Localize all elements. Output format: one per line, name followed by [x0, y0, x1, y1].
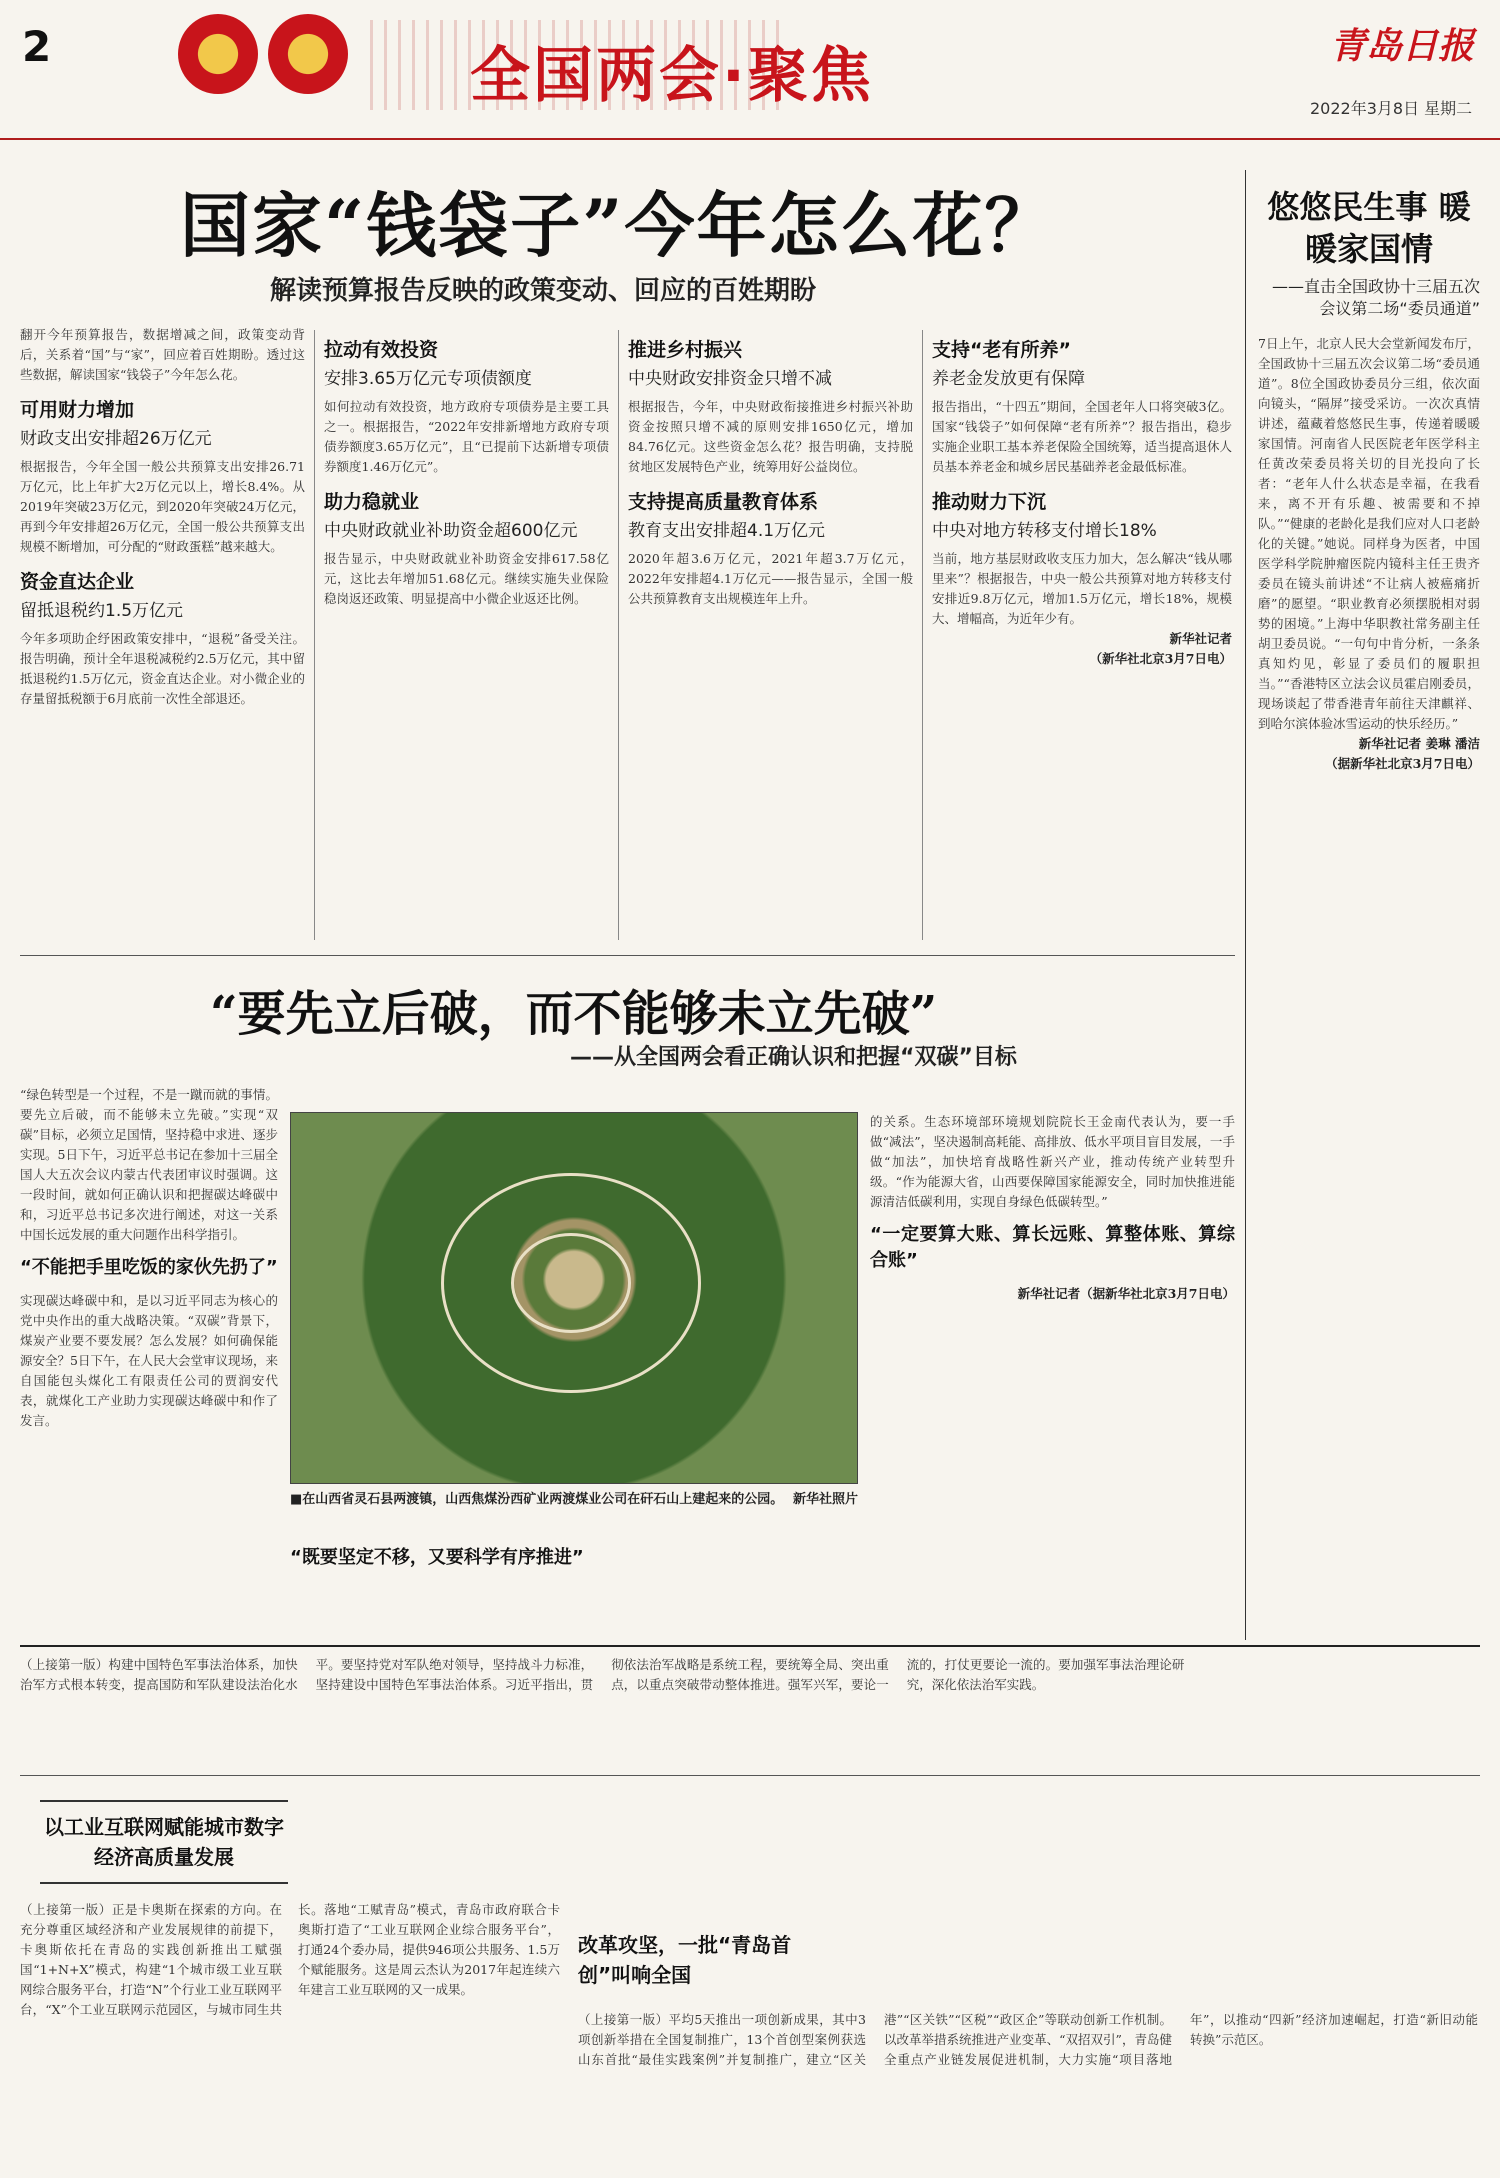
sidebar-sig: 新华社记者 姜琳 潘洁 [1358, 736, 1480, 751]
masthead-bar [0, 0, 1500, 140]
s1-body: 根据报告，今年全国一般公共预算支出安排26.71万亿元，比上年扩大2万亿元以上，增长8.4%。从2019年突破23万亿元，到2020年突破24万亿元，再到今年安排超26万亿元，全国一般公共预算支出规模不断增加，可分配的“财政蛋糕”越来越大。 [20, 459, 305, 554]
sidebar-subtitle: ——直击全国政协十三届五次会议第二场“委员通道” [1271, 277, 1480, 318]
reform-text: （上接第一版）平均5天推出一项创新成果，其中3项创新举措在全国复制推广，13个首创型案例获选山东首批“最佳实践案例”并复制推广，建立“区关港”“区关铁”“区税”“政区企”等联动创新工作机制。以改革举措系统推进产业变革、“双招双引”，青岛健全重点产业链发展促进机制，大力实施“项目落地年”，以推动“四新”经济加速崛起，打造“新旧动能转换”示范区。 [578, 2012, 1478, 2067]
s1-head: 可用财力增加 [20, 399, 135, 421]
photo-credit: 新华社照片 [792, 1492, 858, 1507]
sidebar-dateline: （据新华社北京3月7日电） [1325, 756, 1480, 771]
s2-body: 今年多项助企纾困政策安排中，“退税”备受关注。报告明确，预计全年退税减税约2.5万亿元，其中留抵退税约1.5万亿元，资金直达企业。对小微企业的存量留抵税额于6月底前一次性全部退还。 [20, 631, 305, 706]
quote-heading-2: “既要坚定不移，又要科学有序推进” [290, 1547, 584, 1568]
photo-caption-text: ■在山西省灵石县两渡镇，山西焦煤汾西矿业两渡煤业公司在矸石山上建起来的公园。 [290, 1492, 784, 1507]
s1-sub: 财政支出安排超26万亿元 [20, 429, 212, 449]
lead-col-4 [932, 325, 1232, 945]
photo-caption [290, 1490, 858, 1509]
second-body-left: “绿色转型是一个过程，不是一蹴而就的事情。要先立后破，而不能够未立先破。”实现“双碳”目标，必须立足国情，坚持稳中求进、逐步实现。5日下午，习近平总书记在参加十三届全国人大五次会议内蒙古代表团审议时强调。这一段时间，就如何正确认识和把握碳达峰碳中和，习近平总书记多次进行阐述，对这一关系中国长远发展的重大问题作出科学指引。 [20, 1087, 278, 1242]
sidebar-divider [1245, 170, 1246, 1640]
sidebar-article [1258, 186, 1480, 1624]
divider [618, 330, 619, 940]
s8-body: 当前，地方基层财政收支压力加大，怎么解决“钱从哪里来”？根据报告，中央一般公共预算对地方转移支付安排近9.8万亿元，增加1.5万亿元，增长18%，规模大、增幅高，为近年少有。 [932, 551, 1232, 626]
lead-byline: 新华社记者 [1169, 631, 1232, 646]
s5-head: 推进乡村振兴 [628, 339, 743, 361]
s6-body: 2020年超3.6万亿元，2021年超3.7万亿元，2022年安排超4.1万亿元——报告显示，全国一般公共预算教育支出规模连年上升。 [628, 551, 913, 606]
lead-col-2 [324, 325, 609, 945]
s3-body: 如何拉动有效投资，地方政府专项债券是主要工具之一。根据报告，“2022年安排新增地方政府专项债券额度3.65万亿元”，且“已提前下达新增专项债券额度1.46万亿元”。 [324, 399, 609, 474]
photo-ring [511, 1233, 631, 1333]
iiot-headline: 以工业互联网赋能城市数字经济高质量发展 [40, 1800, 288, 1884]
second-subheadline: ——从全国两会看正确认识和把握“双碳”目标 [570, 1045, 1017, 1070]
s5-body: 根据报告，今年，中央财政衔接推进乡村振兴补助资金按照只增不减的原则安排1650亿元，增加84.76亿元。这些资金怎么花？报告明确，支持脱贫地区发展特色产业，统筹用好公益岗位。 [628, 399, 913, 474]
sidebar-title: 悠悠民生事 暖暖家国情 [1267, 188, 1471, 268]
s4-body: 报告显示，中央财政就业补助资金安排617.58亿元，这比去年增加51.68亿元。继续实施失业保险稳岗返还政策、明显提高中小微企业返还比例。 [324, 551, 609, 606]
page-number: 2 [22, 22, 52, 71]
s8-head: 推动财力下沉 [932, 491, 1047, 513]
reform-body [578, 2010, 1478, 2170]
lead-subheadline: 解读预算报告反映的政策变动、回应的百姓期盼 [270, 276, 817, 306]
second-sig: 新华社记者（据新华社北京3月7日电） [1017, 1286, 1235, 1301]
reform-headline: 改革攻坚，一批“青岛首创”叫响全国 [578, 1933, 792, 1987]
iiot-body [20, 1900, 560, 2170]
second-body-left-2: 实现碳达峰碳中和，是以习近平同志为核心的党中央作出的重大战略决策。“双碳”背景下，煤炭产业要不要发展？怎么发展？如何确保能源安全？5日下午，在人民大会堂审议现场，来自国能包头煤化工有限责任公司的贾润安代表，就煤化工产业助力实现碳达峰碳中和作了发言。 [20, 1293, 278, 1428]
lead-col-1 [20, 325, 305, 945]
s6-sub: 教育支出安排超4.1万亿元 [628, 521, 826, 541]
s8-sub: 中央对地方转移支付增长18% [932, 521, 1157, 541]
section-rule [20, 955, 1235, 956]
landscape-photo [290, 1112, 858, 1484]
s5-sub: 中央财政安排资金只增不减 [628, 369, 832, 389]
s7-sub: 养老金发放更有保障 [932, 369, 1085, 389]
s2-head: 资金直达企业 [20, 571, 135, 593]
cppcc-emblem-icon [268, 14, 348, 94]
s3-sub: 安排3.65万亿元专项债额度 [324, 369, 532, 389]
continued-text: （上接第一版）构建中国特色军事法治体系，加快治军方式根本转变，提高国防和军队建设法治化水平。要坚持党对军队绝对领导，坚持战斗力标准，坚持建设中国特色军事法治体系。习近平指出，贯彻依法治军战略是系统工程，要统筹全局、突出重点，以重点突破带动整体推进。强军兴军，要论一流的，打仗更要论一流的。要加强军事法治理论研究，深化依法治军实践。 [20, 1657, 1185, 1692]
lead-dateline: （新华社北京3月7日电） [1089, 651, 1232, 666]
iiot-text: （上接第一版）正是卡奥斯在探索的方向。在充分尊重区域经济和产业发展规律的前提下，卡奥斯依托在青岛的实践创新推出工赋强国“1+N+X”模式，构建“1个城市级工业互联网综合服务平台，打造“N”个行业工业互联网平台，“X”个工业互联网示范园区，与城市同生共长。落地“工赋青岛”模式，青岛市政府联合卡奥斯打造了“工业互联网企业综合服务平台”，打通24个委办局，提供946项公共服务、1.5万个赋能服务。这是周云杰认为2017年起连续六年建言工业互联网的又一成果。 [20, 1902, 560, 2017]
second-col-middle [290, 1545, 858, 1637]
s7-head: 支持“老有所养” [932, 339, 1071, 361]
second-body-right: 的关系。生态环境部环境规划院院长王金南代表认为，要一手做“减法”，坚决遏制高耗能、高排放、低水平项目盲目发展，一手做“加法”，加快培育战略性新兴产业，推动传统产业转型升级。“作为能源大省，山西要保障国家能源安全，同时加快推进能源清洁低碳利用，实现自身绿色低碳转型。” [870, 1114, 1235, 1209]
issue-date: 2022年3月8日 星期二 [1310, 99, 1473, 118]
paper-logo: 青岛日报 [1330, 25, 1475, 67]
lead-intro: 翻开今年预算报告，数据增减之间，政策变动背后，关系着“国”与“家”，回应着百姓期盼。透过这些数据，解读国家“钱袋子”今年怎么花。 [20, 327, 305, 382]
s4-head: 助力稳就业 [324, 491, 420, 513]
s4-sub: 中央财政就业补助资金超600亿元 [324, 521, 578, 541]
rule [20, 1775, 1480, 1776]
continued-article [20, 1655, 1480, 1765]
second-col-right [870, 1112, 1235, 1637]
s2-sub: 留抵退税约1.5万亿元 [20, 601, 184, 621]
s6-head: 支持提高质量教育体系 [628, 491, 819, 513]
s3-head: 拉动有效投资 [324, 339, 439, 361]
iiot-extra [300, 1790, 560, 1890]
quote-heading-3: “一定要算大账、算长远账、算整体账、算综合账” [870, 1224, 1235, 1271]
s7-body: 报告指出，“十四五”期间，全国老年人口将突破3亿。国家“钱袋子”如何保障“老有所养”？报告指出，稳步实施企业职工基本养老保险全国统筹，适当提高退休人员基本养老金和城乡居民基础养老金最低标准。 [932, 399, 1232, 474]
bottom-rule [20, 1645, 1480, 1647]
section-masthead: 全国两会·聚焦 [470, 41, 874, 111]
divider [922, 330, 923, 940]
divider [314, 330, 315, 940]
national-emblem-icon [178, 14, 258, 94]
lead-col-3 [628, 325, 913, 945]
second-col-left [20, 1085, 278, 1635]
lead-headline: 国家“钱袋子”今年怎么花？ [180, 184, 1057, 267]
sidebar-text: 7日上午，北京人民大会堂新闻发布厅，全国政协十三届五次会议第二场“委员通道”。8位全国政协委员分三组，依次面向镜头，“隔屏”接受采访。一次次真情讲述，蕴藏着悠悠民生事，传递着暖暖家国情。河南省人民医院老年医学科主任黄改荣委员将关切的目光投向了长者：“老年人什么状态是幸福，在我看来，离不开有乐趣、被需要和不掉队。”“健康的老龄化是我们应对人口老龄化的关键。”她说。同样身为医者，中国医学科学院肿瘤医院内镜科主任王贵齐委员在镜头前讲述“不让病人被癌痛折磨”的愿望。“职业教育必须摆脱相对弱势的困境。”上海中华职教社常务副主任胡卫委员说。“一句句中肯分析，一条条真知灼见，彰显了委员们的履职担当。”“香港特区立法会议员霍启刚委员，现场谈起了带香港青年前往天津麒祥、到哈尔滨体验冰雪运动的快乐经历。” [1258, 336, 1480, 731]
second-headline: “要先立后破，而不能够未立先破” [210, 986, 938, 1042]
quote-heading-1: “不能把手里吃饭的家伙先扔了” [20, 1257, 278, 1278]
sidebar-body [1258, 334, 1480, 1624]
